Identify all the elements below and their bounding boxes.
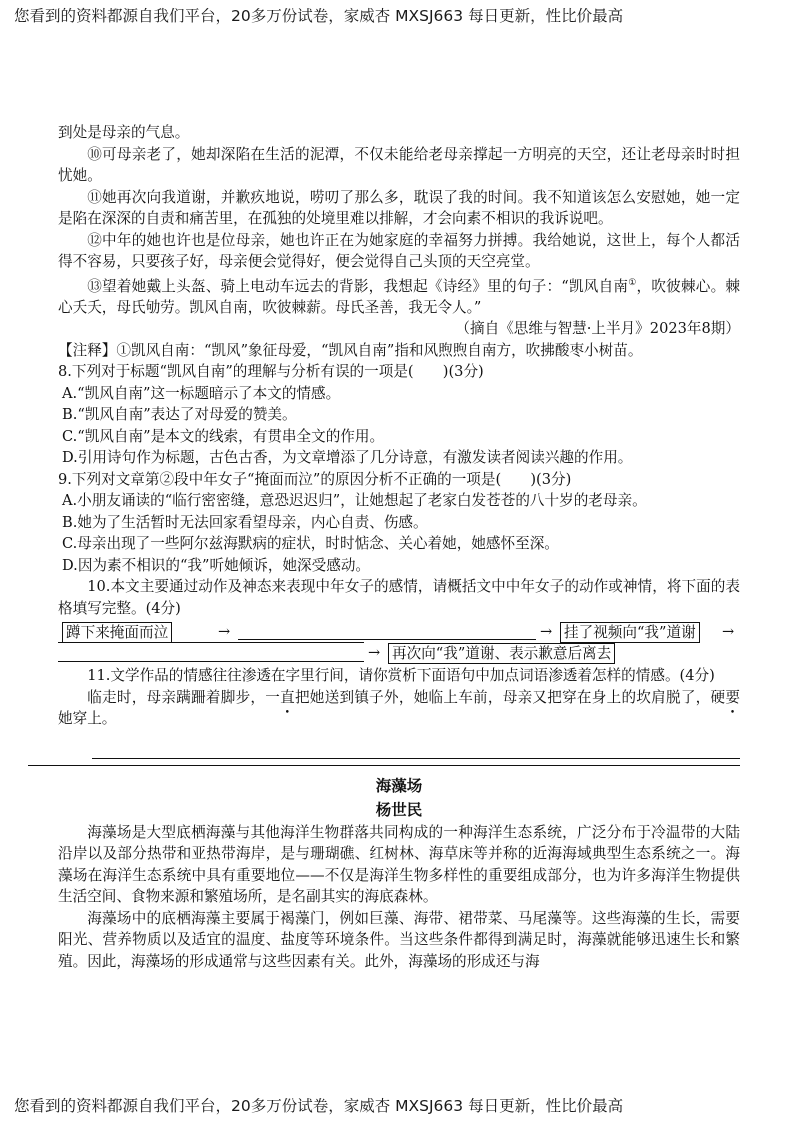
passage-paragraph: 到处是母亲的气息。 [58,124,190,141]
q8-option-d: D.引用诗句作为标题，古色古香，为文章增添了几分诗意，有激发读者阅读兴趣的作用。 [62,449,633,467]
quote-text-a: 临走时，母亲蹒跚着脚步， [87,688,266,706]
paragraph-13-text-b: ，吹彼棘心。棘心夭夭，母氏劬劳。凯风自南，吹彼棘薪。母氏圣善，我无令人。” [58,277,740,316]
question-9-stem: 9.下列对文章第②段中年女子“掩面而泣”的原因分析不正确的一项是( )(3分) [58,470,572,488]
promo-banner-bottom: 您看到的资料都源自我们平台，20多万份试卷，家威杏 MXSJ663 每日更新，性比价最高 [14,1097,624,1115]
q9-option-a: A.小朋友诵读的“临行密密缝，意恐迟迟归”，让她想起了老家白发苍苍的八十岁的老母亲。 [62,492,647,510]
passage-paragraph-11: ⑪她再次向我道谢，并歉疚地说，唠叨了那么多，耽误了我的时间。我不知道该怎么安慰她，她一定是陷在深深的自责和痛苦里，在孤独的处境里难以排解，才会向素不相识的我诉说吧。 [58,188,740,227]
question-10-stem: 10.本文主要通过动作及神态来表现中年女子的感情，请概括文中中年女子的动作或神情，将下面的表格填写完整。(4分) [58,578,740,617]
quote-text-c: 要她穿上。 [58,688,740,728]
flow-box-crouch-weep: 蹲下来掩面而泣 [62,622,172,643]
article-title: 海藻场 [375,776,423,795]
q9-option-d: D.因为素不相识的“我”听她倾诉，她深受感动。 [62,556,371,574]
action-flow-table [58,621,740,665]
q9-option-b: B.她为了生活暂时无法回家看望母亲，内心自责、伤感。 [62,513,428,531]
footnote-marker: ① [628,277,637,288]
flow-arrow-icon: → [540,623,553,641]
q8-option-c: C.“凯风自南”是本文的线索，有贯串全文的作用。 [62,427,385,445]
flow-arrow-icon: → [218,623,231,641]
answer-line-1[interactable] [92,730,740,759]
q8-option-b: B.“凯风自南”表达了对母爱的赞美。 [62,406,297,424]
annotation-note: 【注释】①凯风自南：“凯风”象征母爱，“凯风自南”指和风煦煦自南方，吹拂酸枣小树苗。 [58,341,643,359]
source-citation: （摘自《思维与智慧·上半月》2023年8期） [455,320,740,338]
flow-answer-blank-1[interactable] [238,621,536,640]
article-paragraph-2: 海藻场中的底栖海藻主要属于褐藻门，例如巨藻、海带、裙带菜、马尾藻等。这些海藻的生长，需要阳光、营养物质以及适宜的温度、盐度等环境条件。当这些条件都得到满足时，海藻就能够迅速生长和繁殖。因此，海藻场的形成通常与这些因素有关。此外，海藻场的形成还与海 [58,909,740,970]
dotted-word-ying: 硬 [710,688,726,706]
passage-paragraph-13 [58,273,740,319]
question-11-stem: 11.文学作品的情感往往渗透在字里行间，请你赏析下面语句中加点词语渗透着怎样的情感。(4分) [87,667,715,685]
q9-option-c: C.母亲出现了一些阿尔兹海默病的症状，时时惦念、关心着她，她感怀至深。 [62,535,559,553]
quote-text-b: 直把她送到镇子外，她临上车前，母亲又把穿在身上的坎肩脱了， [280,688,711,706]
paragraph-13-text-a: ⑬望着她戴上头盔、骑上电动车远去的背影，我想起《诗经》里的句子：“凯风自南 [87,277,629,295]
article-paragraph-1: 海藻场是大型底栖海藻与其他海洋生物群落共同构成的一种海洋生态系统，广泛分布于冷温带的大陆沿岸以及部分热带和亚热带海岸，是与珊瑚礁、红树林、海草床等并称的近海海域典型生态系统之一。海藻场在海洋生态系统中具有重要地位——不仅是海洋生物多样性的重要组成部分，也为许多海洋生物提供生活空间、食物来源和繁殖场所，是名副其实的海底森林。 [58,823,740,906]
exam-page-content [58,122,740,972]
dotted-word-yi: 一 [265,688,281,706]
answer-line-2[interactable] [28,759,740,766]
flow-box-thank-after-video: 挂了视频向“我”道谢 [560,622,700,643]
flow-arrow-icon: → [722,623,735,641]
q8-option-a: A.“凯风自南”这一标题暗示了本文的情感。 [62,384,341,402]
question-11-quote [58,687,740,730]
flow-box-apologize-leave: 再次向“我”道谢、表示歉意后离去 [388,643,615,664]
question-8-stem: 8.下列对于标题“凯风自南”的理解与分析有误的一项是( )(3分) [58,363,484,381]
flow-arrow-icon: → [368,644,381,662]
passage-paragraph-12: ⑫中年的她也许也是位母亲，她也许正在为她家庭的幸福努力拼搏。我给她说，这世上，每个人都活得不容易，只要孩子好，母亲便会觉得好，便会觉得自己头顶的天空亮堂。 [58,231,740,270]
article-author: 杨世民 [375,800,423,819]
flow-answer-blank-2[interactable] [58,642,364,662]
promo-banner-top: 您看到的资料都源自我们平台，20多万份试卷，家威杏 MXSJ663 每日更新，性比价最高 [14,7,624,25]
passage-paragraph-10: ⑩可母亲老了，她却深陷在生活的泥潭，不仅未能给老母亲撑起一方明亮的天空，还让老母亲时时担忧她。 [58,145,740,184]
